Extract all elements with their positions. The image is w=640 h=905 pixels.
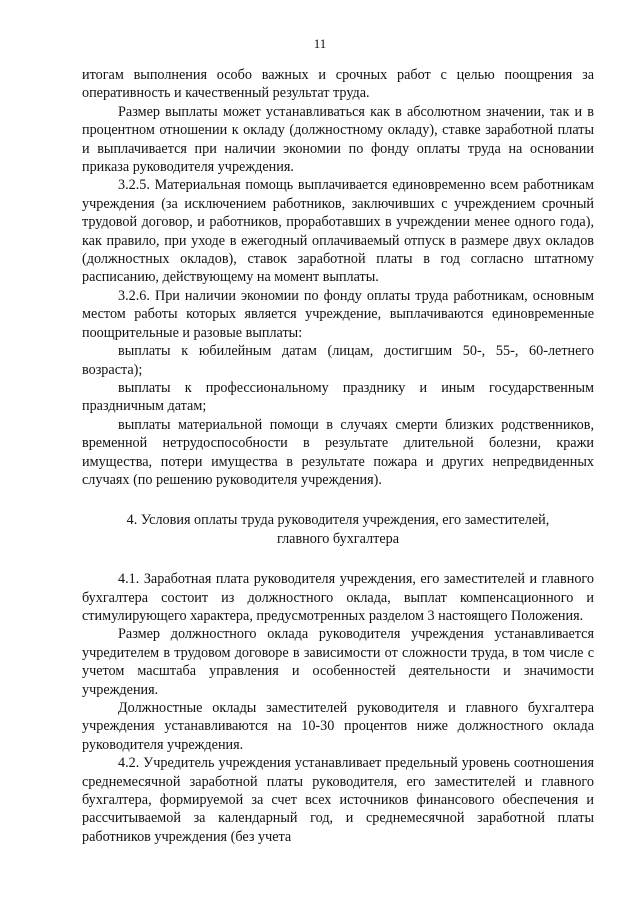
page-number: 11 [313,36,327,51]
paragraph: 4.2. Учредитель учреждения устанавливает предельный уровень соотношения среднемесячной заработной платы руководителя, его заместителей и главного бухгалтера, формируемой за счет всех источников финансового обеспечения и рассчитываемой за календарный год, и среднемесячной заработной платы работников учреждения (без учета [82,755,594,845]
list-item: выплаты материальной помощи в случаях смерти близких родственников, временной нетрудоспособности в результате длительной болезни, кражи имущества, потери имущества в результате пожара и других непредвиденных случаях (по решению руководителя учреждения). [82,416,594,488]
section-heading-line1: 4. Условия оплаты труда руководителя учреждения, его заместителей, [126,512,550,529]
section-heading-line2: главного бухгалтера [276,530,400,547]
paragraph: Размер должностного оклада руководителя учреждения устанавливается учредителем в трудовом договоре в зависимости от сложности труда, в том числе с учетом масштаба управления и особенностей деятельности и значимости учреждения. [82,626,594,698]
list-item: выплаты к юбилейным датам (лицам, достигшим 50-, 55-, 60-летнего возраста); [82,343,594,378]
paragraph: 4.1. Заработная плата руководителя учреждения, его заместителей и главного бухгалтера состоит из должностного оклада, выплат компенсационного и стимулирующего характера, предусмотренных разделом 3 настоящего Положения. [82,571,594,624]
paragraph: Должностные оклады заместителей руководителя и главного бухгалтера учреждения устанавливаются на 10-30 процентов ниже должностного оклада руководителя учреждения. [82,700,594,753]
paragraph: 3.2.5. Материальная помощь выплачивается единовременно всем работникам учреждения (за исключением работников, заключивших с учреждением срочный трудовой договор, и работников, проработавших в учреждении менее одного года), как правило, при уходе в ежегодный оплачиваемый отпуск в размере двух окладов (должностных окладов), ставок заработной платы в год согласно штатному расписанию, действующему на момент выплаты. [82,177,594,286]
section-heading [82,511,594,548]
paragraph: итогам выполнения особо важных и срочных работ с целью поощрения за оперативность и качественный результат труда. [82,67,594,102]
paragraph: 3.2.6. При наличии экономии по фонду оплаты труда работникам, основным местом работы которых является учреждение, выплачиваются единовременные поощрительные и разовые выплаты: [82,287,594,341]
paragraph: Размер выплаты может устанавливаться как в абсолютном значении, так и в процентном отношении к окладу (должностному окладу), ставке заработной платы и выплачивается при наличии экономии по фонду оплаты труда на основании приказа руководителя учреждения. [82,103,594,176]
list-item: выплаты к профессиональному празднику и иным государственным праздничным датам; [82,379,594,415]
document-body [82,66,594,846]
